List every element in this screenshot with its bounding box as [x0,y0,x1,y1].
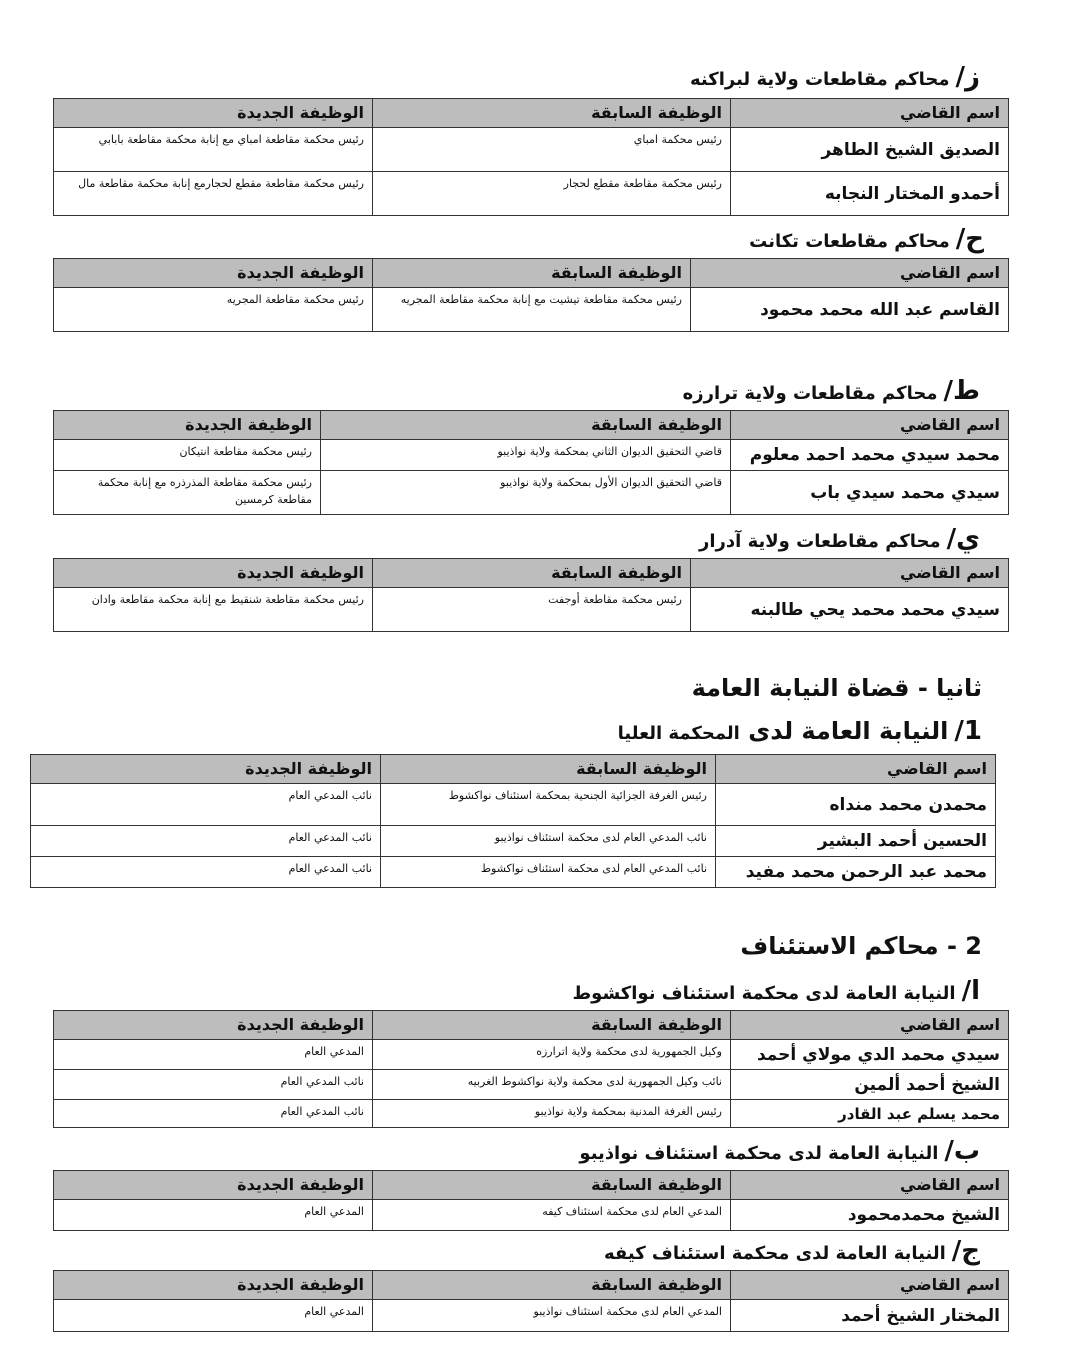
table-row [31,784,996,826]
section-title-subtext: المحكمة العليا [617,723,740,744]
previous-position: نائب المدعي العام لدى محكمة استئناف نواذيبو [381,826,716,857]
previous-position: رئيس محكمة مقاطعة تيشيت مع إنابة محكمة مقاطعة المجريه [373,288,691,332]
header-prev: الوظيفة السابقة [321,411,731,440]
section-title-alef [572,978,980,1007]
previous-position: نائب وكيل الجمهورية لدى محكمة ولاية نواكشوط الغربيه [373,1070,731,1100]
table-header-row [54,411,1009,440]
header-prev: الوظيفة السابقة [373,259,691,288]
header-name: اسم القاضي [691,559,1009,588]
table-za [53,98,1009,216]
section-title-text: محاكم مقاطعات ولاية آدرار [699,531,941,552]
table-header-row [54,1171,1009,1200]
table-header-row [54,259,1009,288]
table-row [54,1040,1009,1070]
previous-position: رئيس محكمة مقاطعة أوجفت [373,588,691,632]
section-letter: ج/ [951,1236,980,1266]
section-title-ta [683,378,980,407]
section-number: 1/ [954,716,982,746]
header-new: الوظيفة الجديدة [31,755,381,784]
header-name: اسم القاضي [731,99,1009,128]
table-row [54,128,1009,172]
section-title-1 [618,716,982,746]
table-alef [53,1010,1009,1128]
header-new: الوظيفة الجديدة [54,1271,373,1300]
table-row [31,857,996,888]
new-position: رئيس محكمة مقاطعة شنقيط مع إنابة محكمة مقاطعة وادان [54,588,373,632]
new-position: نائب المدعي العام [31,857,381,888]
table-row [54,471,1009,515]
new-position: رئيس محكمة مقاطعة المجريه [54,288,373,332]
section-letter: ا/ [961,976,980,1006]
section-letter: ح/ [955,224,984,254]
table-row [54,1200,1009,1231]
header-new: الوظيفة الجديدة [54,1011,373,1040]
previous-position: رئيس الغرفة الجزائية الجنحية بمحكمة استئناف نواكشوط [381,784,716,826]
judge-name: محمد عبد الرحمن محمد مفيد [716,857,996,888]
section-title-text: محاكم مقاطعات ولاية لبراكنه [689,69,950,90]
previous-position: وكيل الجمهورية لدى محكمة ولاية اترارزه [373,1040,731,1070]
judge-name: محمد يسلم عبد القادر [731,1100,1009,1128]
new-position: رئيس محكمة مقاطعة مقطع لحجارمع إنابة محكمة مقاطعة مال [54,172,373,216]
table-row [54,288,1009,332]
header-prev: الوظيفة السابقة [381,755,716,784]
section-title-text: النيابة العامة لدى [748,717,949,745]
table-header-row [54,559,1009,588]
section-letter: ط/ [943,376,980,406]
judge-name: القاسم عبد الله محمد محمود [691,288,1009,332]
header-name: اسم القاضي [731,1271,1009,1300]
table-row [54,1100,1009,1128]
previous-position: قاضي التحقيق الديوان الأول بمحكمة ولاية نواذيبو [321,471,731,515]
table-row [54,1070,1009,1100]
header-new: الوظيفة الجديدة [54,259,373,288]
table-1 [30,754,996,888]
new-position: نائب المدعي العام [31,826,381,857]
new-position: نائب المدعي العام [31,784,381,826]
section-title-text: محاكم مقاطعات ولاية ترارزه [682,383,938,404]
previous-position: قاضي التحقيق الديوان الثاني بمحكمة ولاية نواذيبو [321,440,731,471]
judge-name: سيدي محمد الدي مولاي أحمد [731,1040,1009,1070]
section-title-text: النيابة العامة لدى محكمة استئناف كيفه [603,1243,946,1264]
previous-position: رئيس محكمة امباي [373,128,731,172]
table-jim [53,1270,1009,1332]
table-ya [53,558,1009,632]
table-ha [53,258,1009,332]
judge-name: أحمدو المختار النجابه [731,172,1009,216]
new-position: رئيس محكمة مقاطعة انتيكان [54,440,321,471]
header-new: الوظيفة الجديدة [54,1171,373,1200]
previous-position: المدعي العام لدى محكمة استئناف نواذيبو [373,1300,731,1332]
section-title-jim [604,1238,980,1267]
judge-name: سيدي محمد سيدي باب [731,471,1009,515]
table-row [54,1300,1009,1332]
new-position: نائب المدعي العام [54,1100,373,1128]
header-name: اسم القاضي [731,1011,1009,1040]
header-name: اسم القاضي [691,259,1009,288]
new-position: رئيس محكمة مقاطعة امباي مع إنابة محكمة مقاطعة بابابي [54,128,373,172]
header-prev: الوظيفة السابقة [373,559,691,588]
table-header-row [54,99,1009,128]
table-header-row [54,1011,1009,1040]
header-prev: الوظيفة السابقة [373,1171,731,1200]
judge-name: سيدي محمد محمد يحي طالبنه [691,588,1009,632]
section-title-text: محاكم مقاطعات تكانت [749,231,950,252]
judge-name: الشيخ أحمد ألمين [731,1070,1009,1100]
judge-name: محمدن محمد منداه [716,784,996,826]
previous-position: نائب المدعي العام لدى محكمة استئناف نواكشوط [381,857,716,888]
header-new: الوظيفة الجديدة [54,99,373,128]
section-letter: ب/ [944,1136,980,1166]
table-row [31,826,996,857]
previous-position: رئيس الغرفة المدنية بمحكمة ولاية نواذيبو [373,1100,731,1128]
table-row [54,172,1009,216]
section-title-ha [749,226,984,255]
table-ba [53,1170,1009,1231]
section-letter: ز/ [955,62,980,92]
table-ta [53,410,1009,515]
header-new: الوظيفة الجديدة [54,411,321,440]
new-position: المدعي العام [54,1040,373,1070]
header-new: الوظيفة الجديدة [54,559,373,588]
new-position: نائب المدعي العام [54,1070,373,1100]
section-title-text: النيابة العامة لدى محكمة استئناف نواكشوط [572,983,956,1004]
section-title-ya [699,526,980,555]
previous-position: رئيس محكمة مقاطعة مقطع لحجار [373,172,731,216]
new-position: المدعي العام [54,1200,373,1231]
table-header-row [54,1271,1009,1300]
header-prev: الوظيفة السابقة [373,99,731,128]
table-row [54,440,1009,471]
new-position: المدعي العام [54,1300,373,1332]
section-title-za [690,64,980,93]
section-title-ba [579,1138,980,1167]
new-position: رئيس محكمة مقاطعة المذرذره مع إنابة محكمة مقاطعة كرمسين [54,471,321,515]
table-row [54,588,1009,632]
section-title-text: النيابة العامة لدى محكمة استئناف نواذيبو [579,1143,939,1164]
section-letter: ي/ [946,524,980,554]
section-title-2: 2 - محاكم الاستئناف [740,932,982,960]
header-prev: الوظيفة السابقة [373,1011,731,1040]
header-name: اسم القاضي [731,411,1009,440]
judge-name: الحسين أحمد البشير [716,826,996,857]
part-two-title: ثانيا - قضاة النيابة العامة [691,674,982,702]
judge-name: الصديق الشيخ الطاهر [731,128,1009,172]
judge-name: الشيخ محمدمحمود [731,1200,1009,1231]
previous-position: المدعي العام لدى محكمة استئناف كيفه [373,1200,731,1231]
table-header-row [31,755,996,784]
header-name: اسم القاضي [731,1171,1009,1200]
header-prev: الوظيفة السابقة [373,1271,731,1300]
header-name: اسم القاضي [716,755,996,784]
judge-name: المختار الشيخ أحمد [731,1300,1009,1332]
judge-name: محمد سيدي محمد احمد معلوم [731,440,1009,471]
